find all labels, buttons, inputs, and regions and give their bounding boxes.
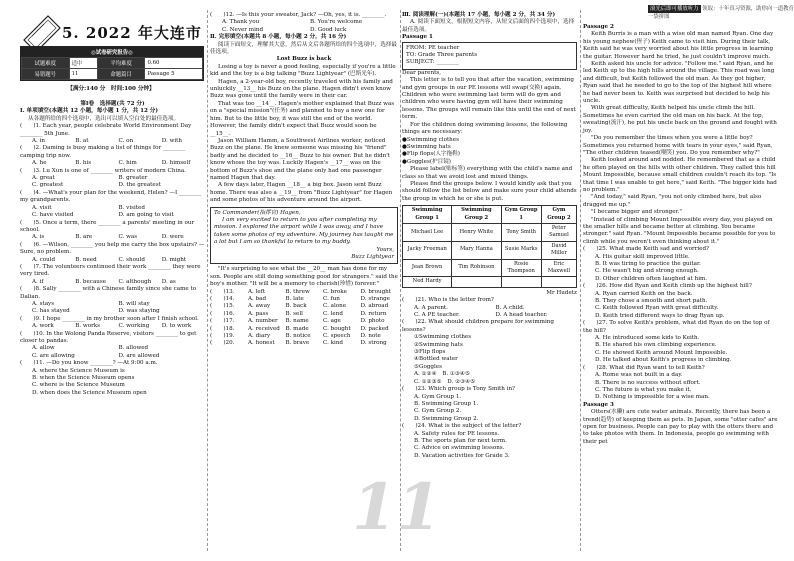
option[interactable]: A. number: [248, 318, 278, 325]
option[interactable]: B. allowed: [118, 345, 149, 352]
email-to: TO: Grade Three parents: [406, 52, 478, 59]
option[interactable]: B. There is no success without effort.: [595, 379, 701, 386]
column-header: Gym Group 2: [541, 206, 576, 224]
option[interactable]: B. at: [75, 138, 89, 145]
report-table: [21, 57, 203, 80]
option[interactable]: C. although: [118, 278, 152, 285]
report-value: Passage 5: [145, 69, 203, 80]
option[interactable]: D. strong: [360, 340, 387, 347]
table-row: [403, 223, 577, 241]
option[interactable]: C. on: [118, 138, 134, 145]
cloze-options: [210, 289, 398, 348]
page-number: 11: [352, 470, 442, 545]
exam-report-box: [20, 46, 204, 81]
option[interactable]: D. were: [161, 234, 184, 241]
column-4: [583, 24, 780, 553]
part-instructions: 从各题所给的四个选项中，选出可以填入空白处的最佳选项。: [28, 115, 180, 122]
option[interactable]: A. is: [32, 234, 45, 241]
question-list: [20, 123, 205, 397]
cloze-row: [210, 333, 398, 340]
question-options: [20, 323, 205, 330]
email-from: FROM: PE teacher: [406, 44, 460, 51]
option[interactable]: ②Swimming hats: [414, 341, 463, 348]
question-stem: ( )3. Lu Xun is one of ________ writers of modern China.: [20, 167, 186, 174]
list-item: ●Flip flops(人字拖鞋): [402, 151, 460, 158]
email-letter: [402, 42, 577, 70]
question-options: [402, 394, 577, 424]
report-heading: ◎试卷研究报告◎: [21, 47, 203, 57]
letter-signature: Mr Hudetz: [546, 289, 577, 296]
option[interactable]: C. working: [118, 323, 150, 330]
option[interactable]: B. works: [75, 323, 101, 330]
column-divider: [207, 10, 208, 551]
option[interactable]: A. pass: [248, 310, 269, 317]
question-number: ( )18.: [210, 325, 235, 332]
passage-paragraph: "I became bigger and stronger.": [591, 209, 682, 216]
passage-label: Passage 3: [583, 401, 614, 408]
report-label: 易错题号: [22, 69, 70, 80]
option[interactable]: C. have visited: [32, 212, 74, 219]
option[interactable]: C. He wasn't big and strong enough.: [595, 268, 699, 275]
letter-body: I am very excited to return to you after completing my mission. I explored the airport while I was away, and I have taken some photos of my adventure. My journey has taught me a lot but I am so thankful to return to my buddy.: [214, 216, 394, 246]
table-cell: Peter Samuel: [541, 223, 576, 241]
option[interactable]: B. It was tiring to practice the guitar.: [595, 261, 701, 267]
question-options: [583, 335, 780, 365]
passage-paragraph: That was too __14__. Hagen's mother explained that Buzz was on a "special mission"(任务) and planned to buy a new one for him. But to the little boy, it was still the end of the world. However, the family didn't expect that Buzz would soon be __15__.: [210, 100, 395, 137]
question-stem: ( )22. What should children prepare for swimming lessons?: [402, 319, 554, 333]
cloze-row: [210, 296, 398, 303]
column-divider: [580, 10, 581, 551]
passage-paragraph: Hagen, a 2-year-old boy, recently traveled with his family and unluckily __13__ his Buzz on the plane. Hagen didn't even know Buzz was gone until the family were in their car.: [210, 78, 393, 100]
list-item: ●Swimming hats: [402, 143, 451, 150]
option[interactable]: ①Swimming clothes: [414, 334, 472, 341]
option[interactable]: A. His guitar skill improved little.: [595, 253, 690, 260]
buzz-letter: [210, 207, 398, 265]
question-options: [20, 257, 205, 264]
list-item: ●Swimming clothes: [402, 136, 459, 143]
passage-paragraph: Otters(水獭) are cute water animals. Recently, there has been a trend(趋势) of keeping them as pets. In Japan, some "otter cafes" are open for business. People can pay to play with the otters there and to take photos with them. In Indonesia, people go swimming with their pet: [583, 409, 778, 445]
question-stem: ( )11. —Do you know ________? —At 9:00 a.m.: [20, 360, 158, 367]
option[interactable]: D. Vacation activities for Grade 3.: [414, 452, 510, 459]
column-header: Swimming Group 1: [403, 206, 452, 224]
table-cell: Rosie Thompson: [501, 259, 541, 277]
question-number: ( )19.: [210, 333, 235, 340]
question-number: ( )16.: [210, 310, 235, 317]
option[interactable]: B. threw: [285, 288, 310, 295]
option[interactable]: D. brought: [360, 288, 391, 295]
report-row: [22, 58, 203, 69]
option[interactable]: B. A child.: [495, 304, 525, 311]
audio-note: 滚光后即可播放听力: [650, 6, 699, 12]
option[interactable]: A. he: [32, 160, 47, 167]
option[interactable]: D. are allowed: [118, 352, 160, 359]
exam-meta: [20, 84, 202, 92]
option[interactable]: B. visited: [118, 204, 145, 211]
table-row: [403, 241, 577, 259]
report-label: 试题难度: [22, 58, 70, 69]
option[interactable]: C. lend: [323, 310, 343, 317]
option[interactable]: D. photo: [360, 318, 385, 325]
option[interactable]: A. Rome was not built in a day.: [595, 372, 683, 379]
question-options: [402, 334, 577, 386]
option[interactable]: A. away: [248, 303, 271, 310]
question-stem: ( )8. Sally ________ with a Chinese family since she came to Dalian.: [20, 286, 197, 300]
passage-paragraph: With great difficulty, Keith helped his uncle climb the hill. Sometimes he even carried the old man on his back. At the top, sweating(流汗), he put his uncle back on the ground and fought with joy.: [583, 105, 777, 134]
option[interactable]: B. The sports plan for next term.: [414, 437, 507, 444]
option[interactable]: D. strange: [360, 296, 390, 303]
question-options: [583, 372, 780, 402]
report-label: 平均难度: [97, 58, 145, 69]
option[interactable]: C. alone: [323, 303, 347, 310]
question-stem: ( )21. Who is the letter from?: [402, 297, 494, 304]
cloze-row: [210, 340, 398, 347]
option[interactable]: C. Keith followed Ryan with great difficulty.: [595, 305, 719, 312]
email-subject: SUBJECT: ________: [406, 59, 459, 66]
list-item: ●Goggles(护目镜): [402, 158, 451, 165]
option[interactable]: A. where the Science Museum is: [32, 367, 125, 374]
letter-greeting: To Commander(指挥官) Hagen,: [214, 209, 301, 216]
question-options: [20, 345, 205, 360]
part-title: Ⅱ. 完形填空(本题共 8 小题，每小题 2 分，共 16 分): [210, 34, 347, 41]
option[interactable]: B. need: [75, 256, 97, 263]
option[interactable]: A. Thank you: [222, 19, 260, 26]
top-banner: [648, 4, 794, 20]
table-cell: Ned Hardy: [403, 277, 452, 287]
option[interactable]: C. He showed Keith around Mount Impossible.: [595, 349, 728, 356]
question-options: [20, 368, 205, 398]
question-stem: ( )9. I hope ________ in my brother soon after I finish school.: [20, 315, 199, 322]
question-options: [583, 254, 780, 284]
option[interactable]: B. late: [285, 296, 304, 303]
passage-paragraph: Losing a toy is never a good feeling, especially if you're a little kid and the toy is a big talking "Buzz Lightyear" (巴斯光年).: [210, 63, 396, 78]
table-header: [403, 206, 577, 224]
option[interactable]: A. ①②④ B. ①③④⑤: [414, 371, 470, 378]
table-cell: Susie Marks: [501, 241, 541, 259]
question-number: ( )14.: [210, 296, 235, 303]
question-stem: ( )7. The volunteers continued their work ________ they were very tired.: [20, 263, 201, 278]
option[interactable]: A. work: [32, 323, 54, 330]
option[interactable]: C. kind: [323, 340, 343, 347]
passage-label: Passage 2: [583, 24, 614, 30]
cloze-row: [210, 289, 398, 296]
question-options: [583, 291, 780, 321]
option[interactable]: D. abroad: [360, 303, 389, 310]
option[interactable]: D. Keith tried different ways to drag Ryan up.: [595, 312, 725, 319]
question-number: ( )13.: [210, 288, 235, 295]
question-number: ( )20.: [210, 340, 235, 347]
passage-paragraph: "Instead of climbing Mount Impossible every day, you played on the smaller hills and became better at climbing. You became stronger." said Ryan. "Mount Impossible became possible for you to climb while you weren't even thinking about it.": [583, 216, 776, 245]
score-info: 【满分:140 分 时间:100 分钟】: [67, 86, 155, 92]
table-row: [403, 277, 577, 287]
option[interactable]: A. allow: [32, 345, 55, 352]
question-options: [20, 205, 205, 220]
option[interactable]: B. because: [75, 278, 107, 285]
option[interactable]: A. received: [248, 325, 280, 332]
column-header: Swimming Group 2: [452, 206, 501, 224]
question-options: [402, 305, 577, 320]
report-value: 0.60: [145, 58, 203, 69]
option[interactable]: B. sell: [285, 310, 303, 317]
column-header: Gym Group 1: [501, 206, 541, 224]
option[interactable]: ③Flip flops: [414, 349, 446, 356]
option[interactable]: A. great: [32, 175, 55, 182]
question-stem: ( )4. —What's your plan for the weekend, Helen? —I ________ my grandparents.: [20, 189, 202, 204]
question-stem: ( )24. What is the subject of the letter?: [402, 423, 522, 430]
question-stem: ( )26. How did Ryan and Keith climb up the highest hill?: [583, 283, 752, 290]
option[interactable]: C. The future is what you make it.: [595, 386, 692, 393]
option[interactable]: D. with: [161, 138, 183, 145]
question-12: ( )12. —Is this your sweater, Jack? —Oh, yes, it is. ________.: [210, 12, 387, 18]
option[interactable]: B. brave: [285, 340, 310, 347]
table-body: [403, 223, 577, 287]
passage-paragraph: For the children doing swimming lessons, the following things are necessary:: [402, 121, 568, 136]
option[interactable]: D. return: [360, 310, 387, 317]
option[interactable]: B. Swimming Group 1.: [414, 400, 479, 407]
option[interactable]: C. fun: [323, 296, 340, 303]
option[interactable]: B. greater: [118, 175, 148, 182]
question-stem: ( )10. In the Wolong Panda Reserve, visitors ________ to get closer to pandas.: [20, 330, 197, 344]
question-stem: ( )23. Which group is Tony Smith in?: [402, 386, 516, 393]
report-value: 适中: [69, 58, 97, 69]
question-stem: ( )5. Once a term, there ________ a parents' meeting in our school.: [20, 219, 195, 233]
option[interactable]: D. He talked about Keith's progress in climbing.: [595, 357, 732, 364]
option[interactable]: D. himself: [161, 160, 191, 167]
item-list: [402, 137, 577, 167]
option[interactable]: B. back: [285, 303, 307, 310]
report-label: 命题篇目: [97, 69, 145, 80]
option[interactable]: C. should: [118, 256, 145, 263]
cloze-row: [210, 318, 398, 325]
option[interactable]: B. name: [285, 318, 309, 325]
cloze-row: [210, 311, 398, 318]
table-cell: Tim Robinson: [452, 259, 501, 277]
table-cell: Mary Hanna: [452, 241, 501, 259]
option[interactable]: ④Bottled water: [414, 356, 458, 363]
option[interactable]: A. Safety rules for PE lessons.: [414, 430, 500, 437]
question-stem: ( )2. Daming is busy making a list of things for ________ camping trip now.: [20, 145, 186, 159]
option[interactable]: A. visit: [32, 204, 52, 211]
part-instructions: A. 阅读下面短文，根据短文内容，从短文后面的四个选项中，选择最佳选项。: [402, 19, 575, 33]
cloze-row: [210, 326, 398, 333]
option[interactable]: B. He shared his own climbing experience.: [595, 342, 717, 349]
question-options: [210, 19, 398, 34]
question-options: [20, 160, 205, 167]
passage-paragraph: Keith asked his uncle for advice. "Follow me." said Ryan, and he led Keith up to the high hills around the village. This road was long and difficult, but Keith followed the old man. As they got higher, Ryan said that he needed to go to the top of the highest hill where he had never been to. Keith was surprised but decided to help his uncle.: [583, 61, 775, 105]
option[interactable]: C. bought: [323, 325, 351, 332]
option[interactable]: ⑤Goggles: [414, 363, 442, 370]
question-number: ( )15.: [210, 303, 235, 310]
question-options: [20, 175, 205, 190]
passage-title: Lost Buzz is back: [276, 56, 332, 63]
option[interactable]: C. A PE teacher.: [414, 312, 460, 319]
table-cell: Michael Lee: [403, 223, 452, 241]
question-stem: ( )25. What made Keith sad and worried?: [583, 246, 710, 253]
question-list: [402, 297, 577, 460]
section-title: 第Ⅰ卷 选择题(共 72 分): [80, 101, 145, 107]
passage-paragraph: Please find the groups below. I would kindly ask that you should follow the list below and make sure your child attends the group in which he or she is put.: [402, 180, 577, 202]
option[interactable]: B. They chose a smooth and short path.: [595, 298, 708, 305]
option[interactable]: A. honest: [248, 340, 275, 347]
option[interactable]: C. broke: [323, 288, 347, 295]
option[interactable]: A. left: [248, 288, 266, 295]
question-stem: ( )6. —Wilson, ________ you help me carry the box upstairs? —Sure, no problem.: [20, 241, 205, 256]
option[interactable]: C. Never mind: [222, 26, 264, 33]
question-options: [20, 234, 205, 241]
groups-table: [402, 205, 577, 288]
option[interactable]: B. will stay: [118, 300, 150, 307]
option[interactable]: A. diary: [248, 333, 271, 340]
passage-paragraph: "Do you remember the times when you were a little boy? Sometimes you returned home with tears in your eyes," said Ryan, "The other children teased(嘲笑) you. Do you remember why?": [583, 135, 773, 156]
option[interactable]: C. him: [118, 160, 137, 167]
option[interactable]: D. the greatest: [118, 182, 161, 189]
passage-paragraph: Keith Burris is a man with a wise old man named Ryan. One day his young nephew(侄子) Keith came to visit him. During their talk, Keith said he was very worried about his little progress in learning the guitar. However hard he tried, he just couldn't improve much.: [583, 31, 774, 60]
option[interactable]: D. Nothing is impossible for a wise man.: [595, 394, 710, 401]
part-title: Ⅲ. 阅读理解(一)(本题共 17 小题，每小题 2 分，共 34 分): [402, 12, 556, 18]
option[interactable]: C. greatest: [32, 182, 64, 189]
option[interactable]: B. when the Science Museum opens: [32, 375, 135, 382]
option[interactable]: C. Gym Group 2.: [414, 408, 462, 415]
column-1: [20, 101, 205, 397]
letter-signature: Buzz Lightyear: [351, 254, 394, 260]
question-list: [583, 246, 780, 402]
option[interactable]: D. Other children often laughed at him.: [595, 275, 708, 282]
option[interactable]: D. as: [161, 278, 176, 285]
option[interactable]: A. A parent.: [414, 304, 448, 311]
report-row: [22, 69, 203, 80]
table-cell: Tony Smith: [501, 223, 541, 241]
letter-closing: Yours,: [376, 246, 394, 253]
table-cell: David Miller: [541, 241, 576, 259]
question-stem: ( )28. What did Ryan want to tell Keith?: [583, 364, 705, 371]
option[interactable]: D. note: [360, 333, 381, 340]
option[interactable]: D. am going to visit: [118, 212, 174, 219]
table-cell: Henry White: [452, 223, 501, 241]
option[interactable]: B. made: [285, 325, 309, 332]
passage-paragraph: This letter is to tell you that after the vacation, swimming and gym groups in our PE lessons will swap(交换) again. Children who were swimming last term will do gym and children who were having gym will have their swimming lessons. The groups will remain like this until the end of next term.: [402, 77, 576, 121]
option[interactable]: D. Good luck: [310, 26, 347, 33]
question-number: ( )17.: [210, 318, 235, 325]
option[interactable]: C. age: [323, 318, 341, 325]
table-row: [403, 259, 577, 277]
table-cell: Jacky Freeman: [403, 241, 452, 259]
passage-paragraph: Keith looked around and nodded. He remembered that as a child he often played on the hills with other children. They called this hill Mount Impossible, because small children couldn't reach its top. "Is that time I was unable to get here," said Keith. "The bigger kids had no problem.": [583, 157, 777, 193]
cloze-row: [210, 303, 398, 310]
option[interactable]: A. Gym Group 1.: [414, 393, 462, 400]
passage-paragraph: Please label(贴标签) everything with the child's name and class so that we avoid lost and mixed things.: [402, 166, 573, 180]
passage-paragraph: "And today," said Ryan, "you not only climbed here, but also dragged me up.": [583, 194, 762, 208]
part-title: Ⅰ. 单项填空(本题共 12 小题，每小题 1 分，共 12 分): [20, 108, 159, 115]
option[interactable]: D. to work: [161, 323, 192, 330]
question-options: [20, 301, 205, 316]
option[interactable]: A. He introduced some kids to Keith.: [595, 335, 700, 342]
option[interactable]: B. his: [75, 160, 92, 167]
option[interactable]: A. stays: [32, 300, 55, 307]
option[interactable]: A. Ryan carried Keith on the back.: [595, 290, 693, 297]
question-stem: ( )27. To solve Keith's problem, what did Ryan do on the top of the hill?: [583, 320, 770, 334]
option[interactable]: D. packed: [360, 325, 389, 332]
table-cell: [501, 277, 541, 287]
option[interactable]: D. when does the Science Museum open: [32, 389, 147, 396]
option[interactable]: A. could: [32, 256, 56, 263]
option[interactable]: A. in: [32, 138, 45, 145]
option[interactable]: C. where is the Science Museum: [32, 382, 125, 389]
question-stem: ( )1. Each year, people celebrate World Environment Day ________ 5th June.: [20, 123, 192, 137]
table-cell: [541, 277, 576, 287]
option[interactable]: C. has stayed: [32, 308, 70, 315]
passage-label: Passage 1: [402, 34, 433, 41]
resource-note: 领取：十年真习资源，助你向一道教育一袋拼图: [648, 6, 794, 20]
option[interactable]: B. are: [75, 234, 93, 241]
option[interactable]: A. if: [32, 278, 44, 285]
option[interactable]: D. Swimming Group 2.: [414, 415, 479, 422]
option[interactable]: B. notice: [285, 333, 311, 340]
option[interactable]: C. are allowing: [32, 352, 75, 359]
report-value: 11: [69, 69, 97, 80]
option[interactable]: C. was: [118, 234, 138, 241]
page-title: 5. 2022 年大连市: [62, 24, 202, 42]
option[interactable]: C. Advice on swimming lessons.: [414, 445, 505, 452]
option[interactable]: B. You're welcome: [310, 19, 363, 26]
letter-greeting: Dear parents,: [402, 69, 441, 76]
option[interactable]: D. A head teacher.: [495, 312, 548, 319]
option[interactable]: C. speech: [323, 333, 351, 340]
passage-paragraph: "It's surprising to see what the __20__ man has done for my son. People are still doing something good for strangers." said the boy's mother. "It will be a memory to cherish(珍惜) forever.": [210, 266, 398, 288]
passage-paragraph: Jason William Hamm, a Southwest Airlines worker, noticed Buzz on the plane. He knew someone was missing his "friend" badly and he decided to __16__ Buzz to his owner. But he didn't know whose the toy was. Luckily Hagen's __17__ was on the bottom of Buzz's shoe and the plane only had one passenger named Hagen that day.: [210, 137, 391, 181]
option[interactable]: D. might: [161, 256, 187, 263]
option[interactable]: A. bad: [248, 296, 267, 303]
question-options: [402, 431, 577, 461]
table-cell: [452, 277, 501, 287]
table-cell: Eric Maxwell: [541, 259, 576, 277]
option[interactable]: C. ①②③⑤ D. ②③④⑤: [414, 378, 476, 385]
option[interactable]: D. was staying: [118, 308, 160, 315]
table-cell: Jean Brown: [403, 259, 452, 277]
passage-paragraph: A few days later, Hagen __18__ a big box. Jason sent Buzz home. There was also a __19__ from "Buzz Lightyear" for Hagen and some photos of his adventure around the airport.: [210, 182, 393, 204]
part-instructions: 阅读下面短文，理解其大意，然后从文后各题所给的四个选项中，选择最佳选项。: [210, 41, 398, 56]
